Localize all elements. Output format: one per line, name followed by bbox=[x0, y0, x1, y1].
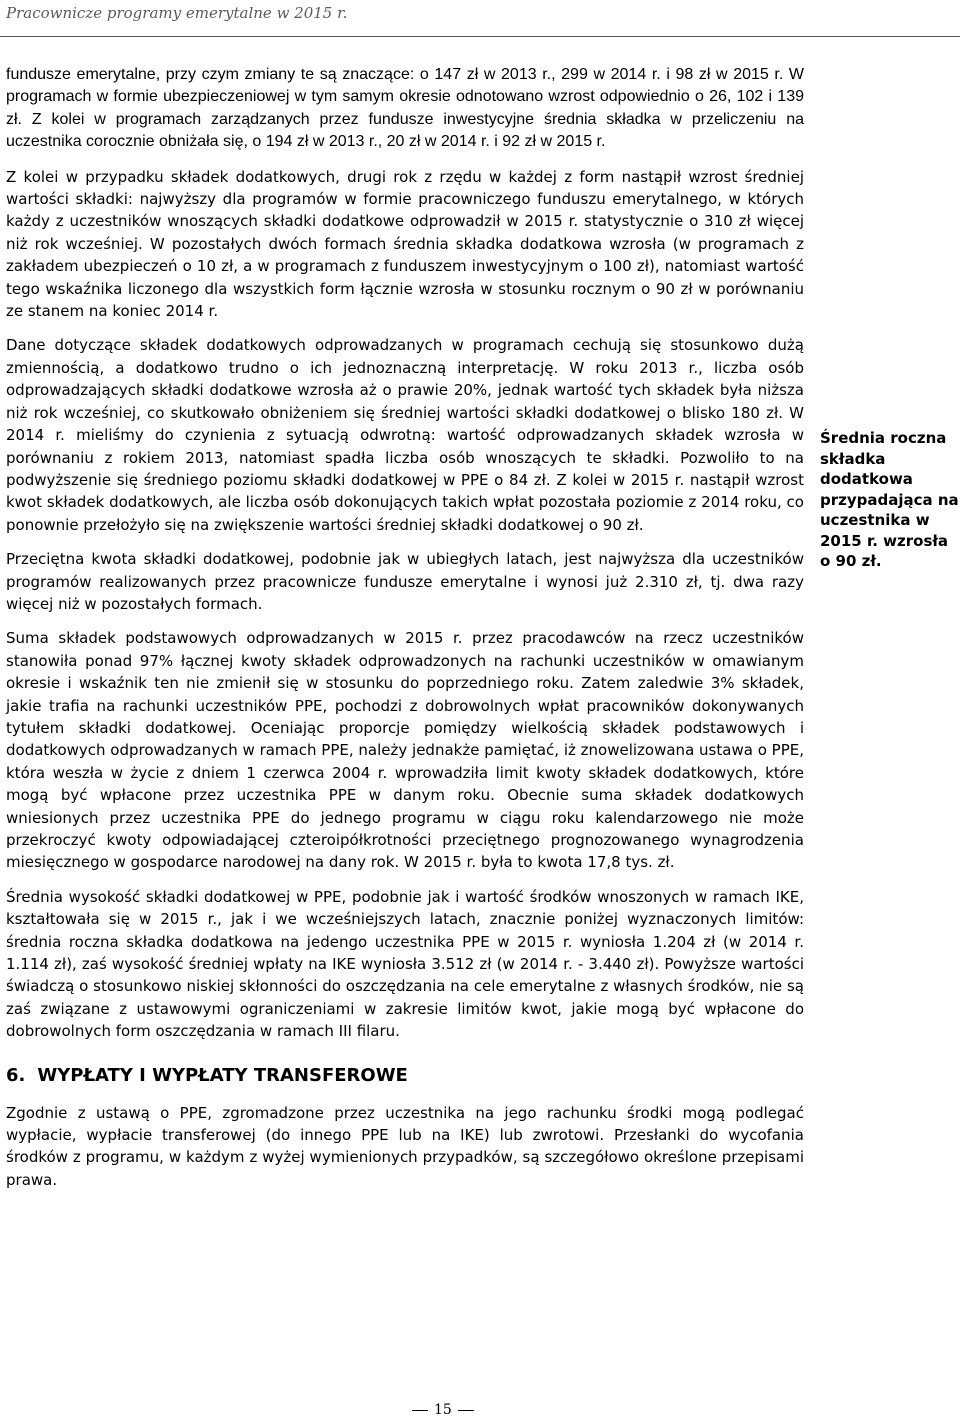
section-number: 6. bbox=[6, 1064, 26, 1086]
paragraph: Z kolei w przypadku składek dodatkowych, drugi rok z rzędu w każdej z form nastąpił wzrost średniej wartości składki: najwyższy dla programów w formie pracowniczego funduszu emerytalnego, w których każdy z uczestników wnoszących składki dodatkowe odprowadził w 2015 r. statystycznie o 310 zł więcej niż rok wcześniej. W pozostałych dwóch formach średnia składka dodatkowa wzrosła (w programach z zakładem ubezpieczeń o 10 zł, a w programach z funduszem inwestycyjnym o 100 zł), natomiast wartość tego wskaźnika liczonego dla wszystkich form łącznie wzrosła w stosunku rocznym o 90 zł w porównaniu ze stanem na koniec 2014 r. bbox=[6, 167, 804, 321]
paragraph: Średnia wysokość składki dodatkowej w PPE, podobnie jak i wartość środków wnoszonych w ramach IKE, kształtowała się w 2015 r., jak i we wcześniejszych latach, znacznie poniżej wyznaczonych limitów: średnia roczna składka dodatkowa na jedengo uczestnika PPE w 2015 r. wyniosła 1.204 zł (w 2014 r. 1.114 zł), zaś wysokość średniej wpłaty na IKE wyniosła 3.512 zł (w 2014 r. - 3.440 zł). Powyższe wartości świadczą o stosunkowo niskiej skłonności do oszczędzania na cele emerytalne z własnych środków, nie są zaś związane z ustawowymi ograniczeniami w zakresie limitów kwot, jakie mogą być wpłacone do dobrowolnych form oszczędzania w ramach III filaru. bbox=[6, 887, 804, 1041]
section-paragraph: Zgodnie z ustawą o PPE, zgromadzone przez uczestnika na jego rachunku środki mogą podlegać wypłacie, wypłacie transferowej (do innego PPE lub na IKE) lub zwrotowi. Przesłanki do wycofania środków z programu, w każdym z wyżej wymienionych przypadków, są szczegółowo określone przepisami prawa. bbox=[6, 1103, 804, 1189]
page-footer bbox=[412, 1402, 474, 1418]
main-content bbox=[6, 64, 804, 1203]
running-header bbox=[6, 4, 954, 22]
paragraph: Dane dotyczące składek dodatkowych odprowadzanych w programach cechują się stosunkowo dużą zmiennością, a dodatkowo trudno o ich jednoznaczną interpretację. W roku 2013 r., liczba osób odprowadzających składki dodatkowe wzrosła aż o prawie 20%, jednak wartość tych składek była niższa niż rok wcześniej, co skutkowało obniżeniem się średniej wartości składki dodatkowej o blisko 180 zł. W 2014 r. mieliśmy do czynienia z sytuacją odwrotną: wartość odprowadzanych składek wzrosła w porównaniu z rokiem 2013, natomiast spadła liczba osób wnoszących te składki. Pozwoliło to na podwyższenie się średniego poziomu składki dodatkowej w PPE o 84 zł. Z kolei w 2015 r. nastąpił wzrost kwot składek dodatkowych, ale liczba osób dokonujących takich wpłat pozostała poziomie z 2014 roku, co ponownie przełożyło się na zwiększenie wartości średniej składki dodatkowej o 90 zł. bbox=[6, 336, 804, 534]
page-number: 15 bbox=[434, 1402, 452, 1418]
section-title: WYPŁATY I WYPŁATY TRANSFEROWE bbox=[37, 1064, 408, 1086]
paragraph: Suma składek podstawowych odprowadzanych w 2015 r. przez pracodawców na rzecz uczestników stanowiła ponad 97% łącznej kwoty składek odprowadzonych na rachunki uczestników w omawianym okresie i wskaźnik ten nie zmienił się w stosunku do poprzedniego roku. Zatem zaledwie 3% składek, jakie trafia na rachunki uczestników PPE, pochodzi z dobrowolnych wpłat pracowników dokonywanych tytułem składki dodatkowej. Oceniając proporcje pomiędzy wielkością składek podstawowych i dodatkowych odprowadzanych w ramach PPE, należy jednakże pamiętać, iż znowelizowana ustawa o PPE, która weszła w życie z dniem 1 czerwca 2004 r. wprowadziła limit kwoty składek dodatkowych, które mogą być wpłacone przez uczestnika PPE w danym roku. Obecnie suma składek dodatkowych wniesionych przez uczestnika PPE do jednego programu w ciągu roku kalendarzowego nie może przekroczyć kwoty odpowiadającej czteroipółkrotności przeciętnego prognozowanego wynagrodzenia miesięcznego w gospodarce narodowej na dany rok. W 2015 r. była to kwota 17,8 tys. zł. bbox=[6, 629, 804, 872]
footer-dash-right bbox=[458, 1410, 474, 1411]
footer-dash-left bbox=[412, 1410, 428, 1411]
margin-note: Średnia roczna składka dodatkowa przypadająca na uczestnika w 2015 r. wzrosła o 90 zł. bbox=[820, 429, 959, 570]
header-title: Pracownicze programy emerytalne w 2015 r. bbox=[6, 4, 348, 22]
section-heading bbox=[6, 1065, 804, 1086]
header-divider bbox=[0, 36, 960, 37]
paragraph: fundusze emerytalne, przy czym zmiany te są znaczące: o 147 zł w 2013 r., 299 w 2014 r. i 98 zł w 2015 r. W programach w formie ubezpieczeniowej w tym samym okresie odnotowano wzrost odpowiednio o 26, 102 i 139 zł. Z kolei w programach zarządzanych przez fundusze inwestycyjne średnia składka w przeliczeniu na uczestnika corocznie obniżała się, o 194 zł w 2013 r., 20 zł w 2014 r. i 92 zł w 2015 r. bbox=[6, 66, 804, 151]
paragraph: Przeciętna kwota składki dodatkowej, podobnie jak w ubiegłych latach, jest najwyższa dla uczestników programów realizowanych przez pracownicze fundusze emerytalne i wynosi już 2.310 zł, tj. dwa razy więcej niż w pozostałych formach. bbox=[6, 550, 804, 613]
